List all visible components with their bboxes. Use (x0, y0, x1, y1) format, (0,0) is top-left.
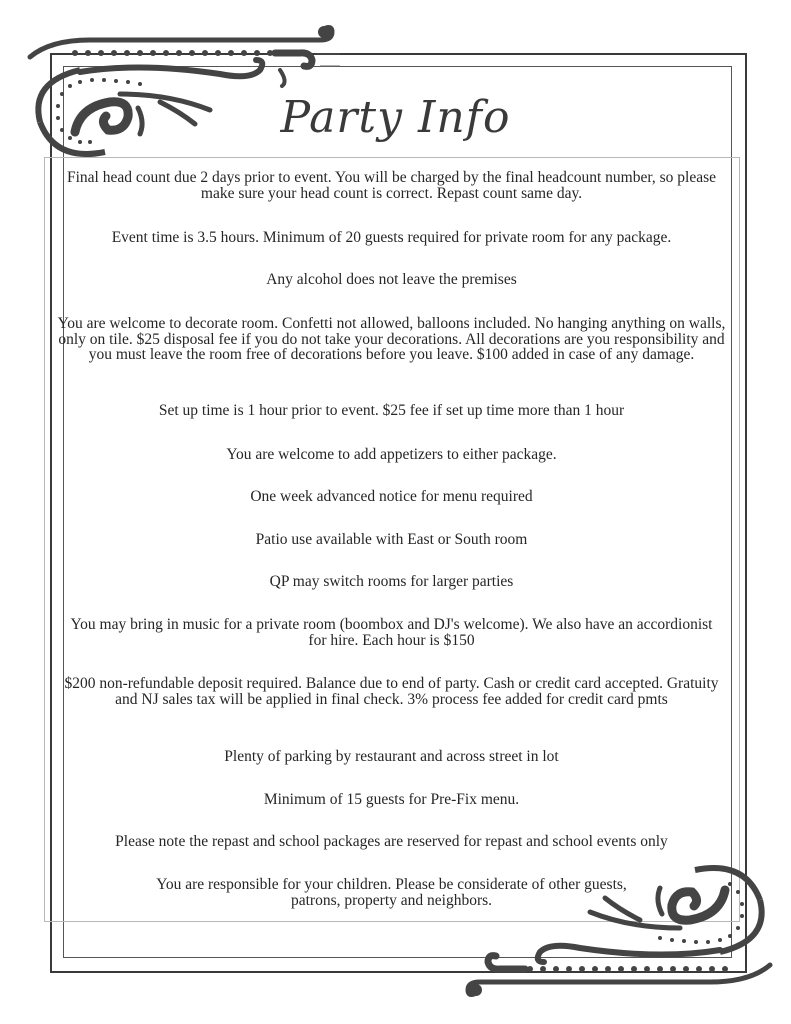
info-item-parking: Plenty of parking by restaurant and across street in lot (224, 748, 559, 765)
info-item-deposit: $200 non-refundable deposit required. Balance due to end of party. Cash or credit card accepted. Gratuity and NJ sales tax will be applied in final check. 3% process fee added for credit card pmts (64, 675, 719, 708)
info-item-children: You are responsible for your children. Please be considerate of other guests, patrons, property and neighbors. (156, 876, 627, 909)
info-item-head-count: Final head count due 2 days prior to event. You will be charged by the final headcount number, so please make sure your head count is correct. Repast count same day. (66, 169, 717, 202)
info-item-appetizers: You are welcome to add appetizers to either package. (226, 446, 557, 463)
info-item-switch-rooms: QP may switch rooms for larger parties (269, 573, 514, 590)
info-item-menu-notice: One week advanced notice for menu required (250, 488, 533, 505)
info-item-patio: Patio use available with East or South room (255, 531, 528, 548)
info-item-event-time: Event time is 3.5 hours. Minimum of 20 guests required for private room for any package. (111, 229, 672, 246)
info-item-decorations: You are welcome to decorate room. Confetti not allowed, balloons included. No hanging anything on walls, only on tile. $25 disposal fee if you do not take your decorations. All decorations are you responsibility and you must leave the room free of decorations before you leave. $100 added in case of any damage. (57, 315, 726, 363)
info-item-music: You may bring in music for a private room (boombox and DJ's welcome). We also have an accordionist for hire. Each hour is $150 (70, 616, 713, 649)
info-item-alcohol: Any alcohol does not leave the premises (266, 271, 517, 288)
info-item-setup-time: Set up time is 1 hour prior to event. $25 fee if set up time more than 1 hour (158, 402, 625, 419)
info-item-prefix-minimum: Minimum of 15 guests for Pre-Fix menu. (263, 791, 520, 808)
info-item-repast-school: Please note the repast and school packages are reserved for repast and school events only (115, 833, 668, 850)
page-title: Party Info (280, 92, 511, 143)
